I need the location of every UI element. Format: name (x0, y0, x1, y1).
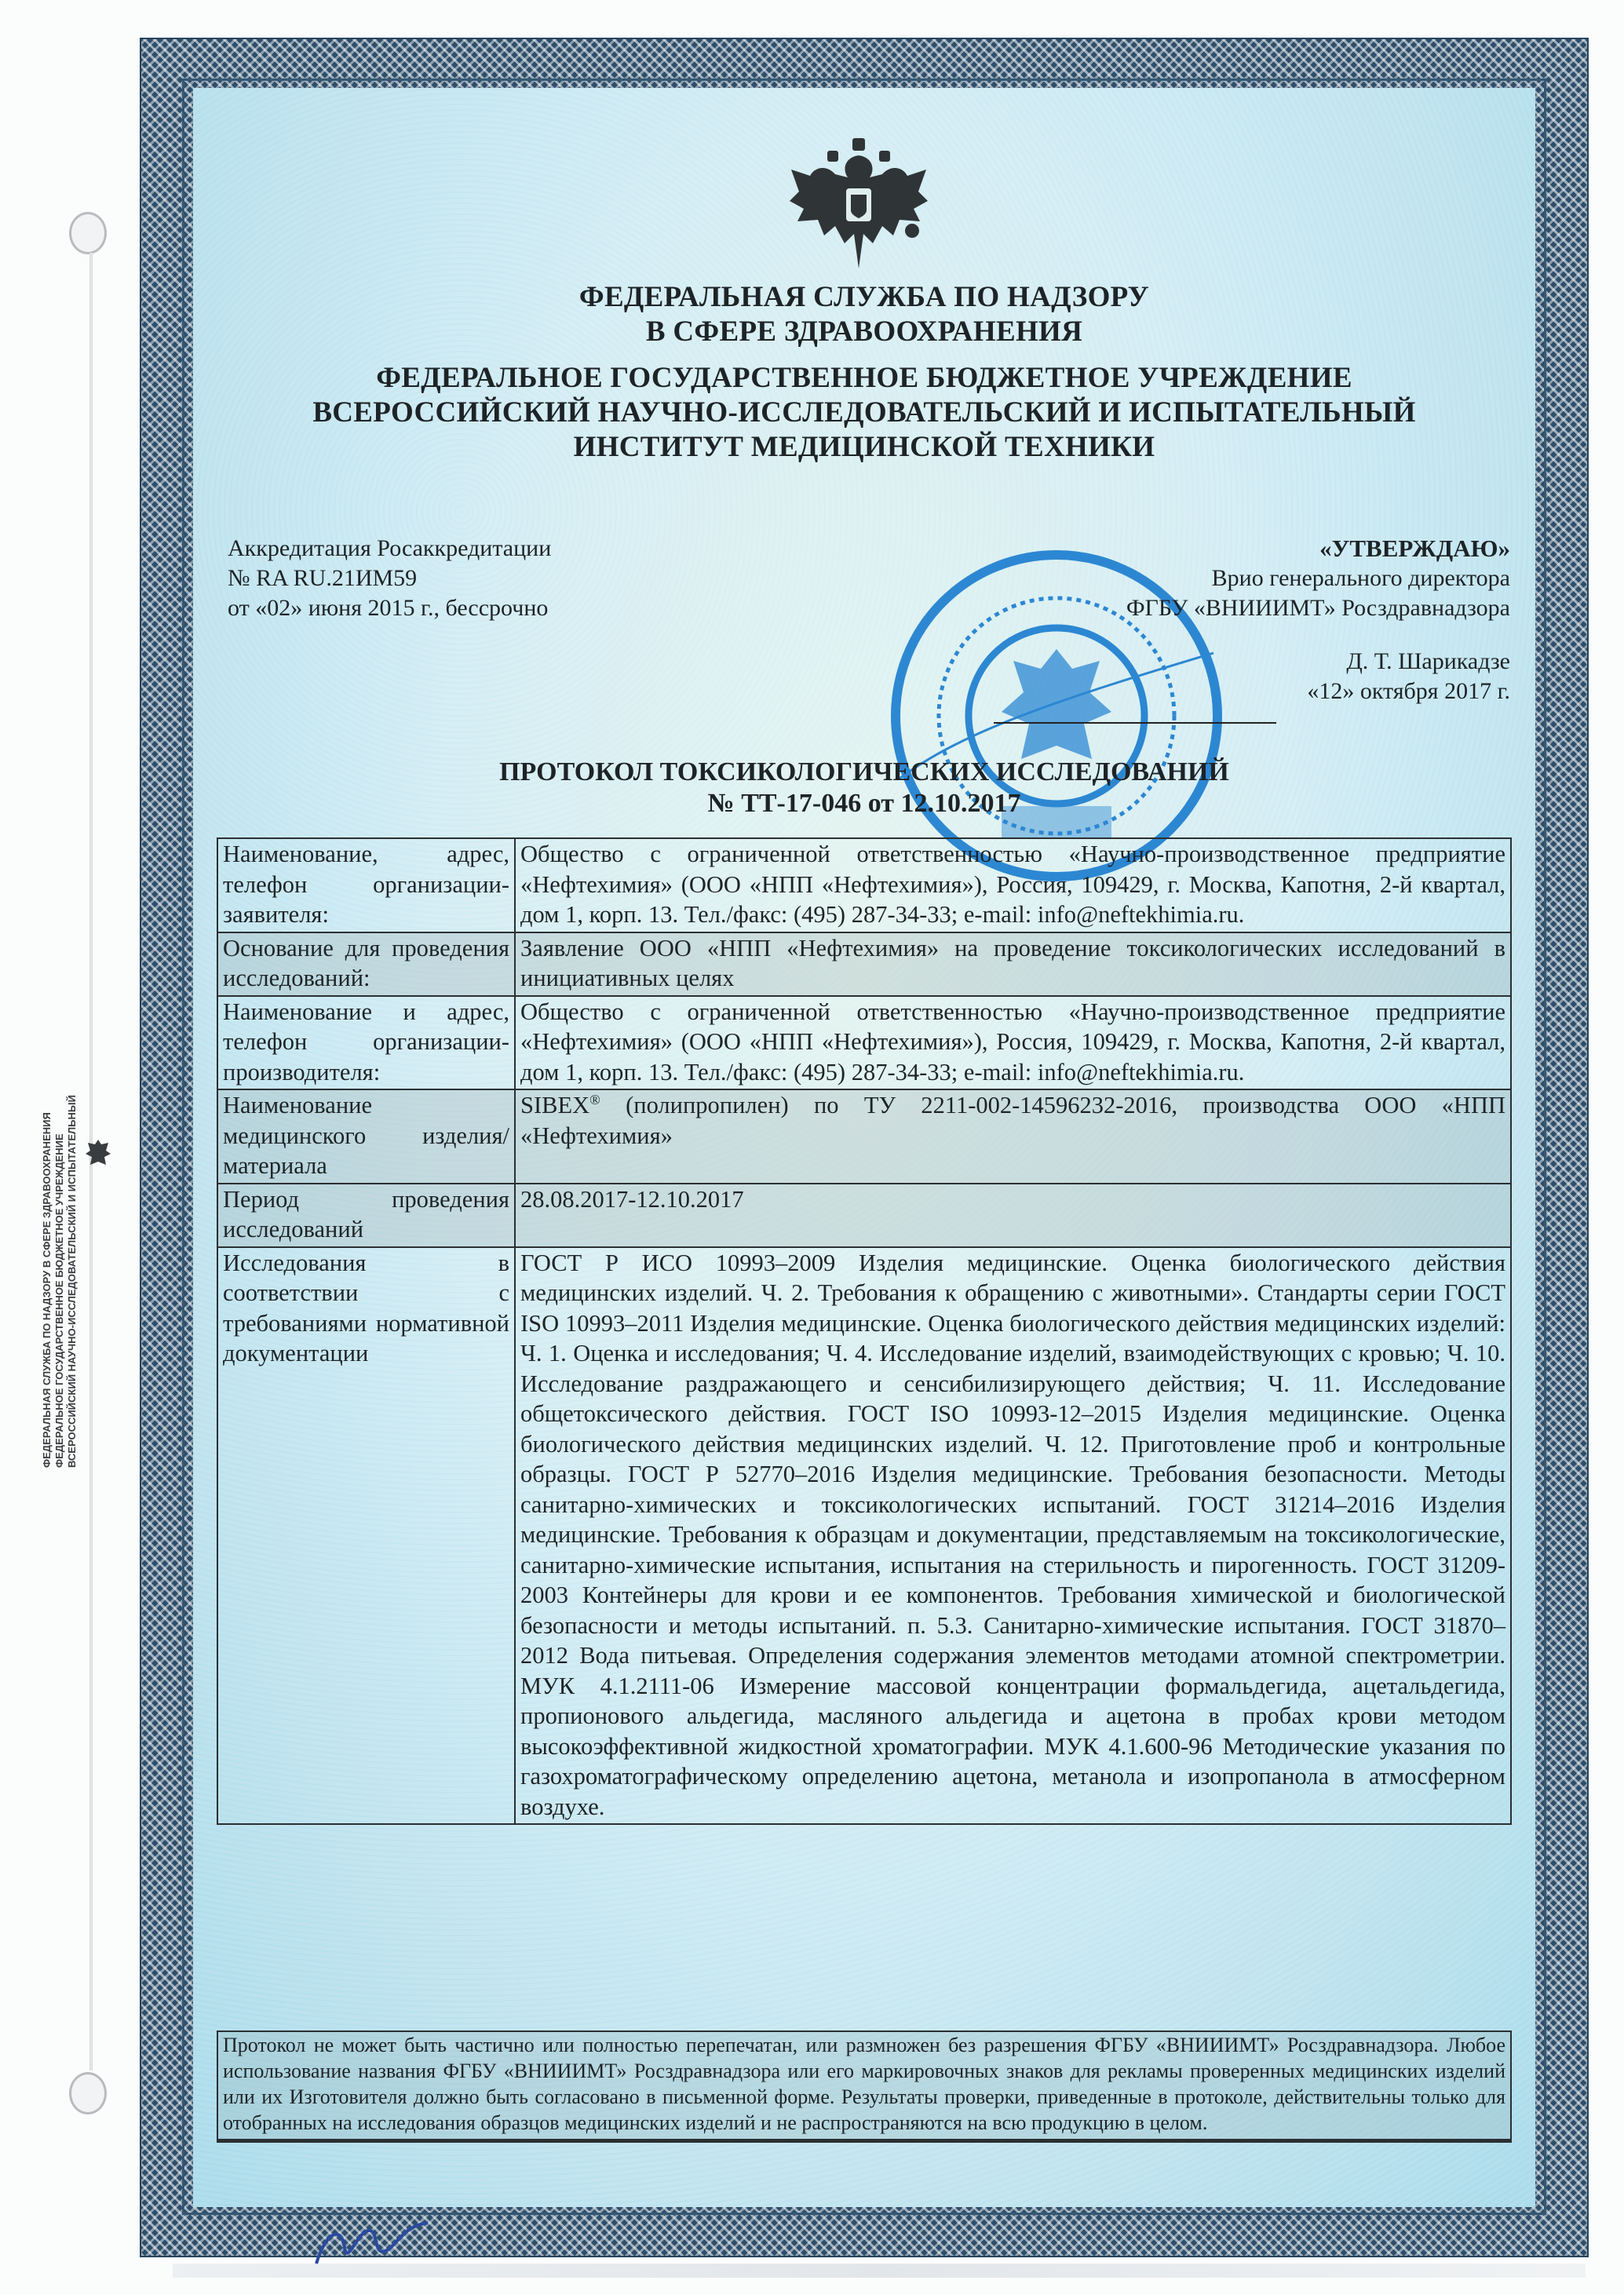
accreditation-date: от «02» июня 2015 г., бессрочно (228, 595, 549, 621)
row-value: Общество с ограниченной ответственностью «Научно-производственное предприятие «Нефтехимия» (ООО «НПП «Нефтехимия»), Россия, 109429, г. Москва, Капотня, 2-й квартал, дом 1, корп. 13. Тел./факс: (495) 287-34-33; e-mail: info@neftekhimia.ru. (515, 996, 1511, 1090)
row-label: Наименование медицинского изделия/материала (217, 1089, 515, 1184)
agency-heading (193, 280, 1535, 349)
row-value: Заявление ООО «НПП «Нефтехимия» на проведение токсикологических исследований в инициативных целях (515, 932, 1511, 996)
row-label: Наименование и адрес, телефон организации-производителя: (217, 996, 515, 1090)
table-row (217, 996, 1511, 1090)
accreditation-line: Аккредитация Росаккредитации (228, 535, 552, 561)
signature-line (994, 722, 1276, 724)
side-seal-line: ВСЕРОССИЙСКИЙ НАУЧНО-ИССЛЕДОВАТЕЛЬСКИЙ И ИСПЫТАТЕЛЬНЫЙ (66, 1095, 78, 1468)
side-eagle-icon (85, 1138, 111, 1168)
table-row (217, 1247, 1511, 1825)
side-seal-line: ФЕДЕРАЛЬНАЯ СЛУЖБА ПО НАДЗОРУ В СФЕРЕ ЗДРАВООХРАНЕНИЯ (41, 1112, 53, 1468)
form-serial-strip (173, 2264, 1586, 2278)
row-label: Исследования в соответствии с требованиями нормативной документации (217, 1247, 515, 1825)
approval-signatory: Д. Т. Шарикадзе (1346, 648, 1510, 674)
document-page (193, 88, 1535, 2207)
agency-heading-line: ФЕДЕРАЛЬНАЯ СЛУЖБА ПО НАДЗОРУ (578, 281, 1150, 313)
binding-hole-bottom (69, 2072, 107, 2114)
row-value: Общество с ограниченной ответственностью «Научно-производственное предприятие «Нефтехимия» (ООО «НПП «Нефтехимия»), Россия, 109429, г. Москва, Капотня, 2-й квартал, дом 1, корп. 13. Тел./факс: (495) 287-34-33; e-mail: info@neftekhimia.ru. (515, 838, 1511, 932)
accreditation-block (228, 534, 551, 623)
row-label: Наименование, адрес, телефон организации-заявителя: (217, 838, 515, 932)
row-label: Период проведения исследований (217, 1184, 515, 1247)
product-description: (полипропилен) по ТУ 2211-002-14596232-2016, производства ООО «НПП «Нефтехимия» (520, 1092, 1505, 1149)
approval-title: «УТВЕРЖДАЮ» (1319, 535, 1510, 562)
side-seal-label (41, 903, 119, 1468)
binding-hole-top (69, 212, 107, 254)
protocol-number: № ТТ-17-046 от 12.10.2017 (707, 789, 1021, 818)
institution-heading-line: ИНСТИТУТ МЕДИЦИНСКОЙ ТЕХНИКИ (573, 431, 1155, 463)
approval-block (1126, 534, 1510, 706)
approval-position-line: ФГБУ «ВНИИИМТ» Росздравнадзора (1126, 595, 1510, 621)
protocol-title-block (193, 757, 1535, 819)
registered-mark: ® (589, 1091, 600, 1107)
approval-date: «12» октября 2017 г. (1307, 678, 1510, 704)
table-row (217, 838, 1511, 932)
institution-heading-line: ФЕДЕРАЛЬНОЕ ГОСУДАРСТВЕННОЕ БЮДЖЕТНОЕ УЧРЕЖДЕНИЕ (376, 362, 1352, 394)
agency-heading-line: В СФЕРЕ ЗДРАВООХРАНЕНИЯ (645, 316, 1083, 348)
product-brand: SIBEX (520, 1092, 590, 1118)
table-row (217, 1089, 1511, 1184)
reproduction-notice: Протокол не может быть частично или полностью перепечатан, или размножен без разрешения ФГБУ «ВНИИИМТ» Росздравнадзора. Любое использование названия ФГБУ «ВНИИИМТ» Росздравнадзора или его маркировочных знаков для рекламы проверенных медицинских изделий или их Изготовителя должно быть согласовано в письменной форме. Результаты проверки, приведенные в протоколе, действительны только для отобранных на исследования образцов медицинских изделий и не распространяются на всю продукцию в целом. (217, 2030, 1512, 2143)
institution-heading (193, 361, 1535, 465)
table-row (217, 1184, 1511, 1247)
row-value (515, 1089, 1511, 1184)
approval-position-line: Врио генерального директора (1211, 565, 1510, 591)
table-row (217, 932, 1511, 996)
row-value: ГОСТ Р ИСО 10993–2009 Изделия медицинские. Оценка биологического действия медицинских изделий. Ч. 2. Требования к обращению с животными». Стандарты серии ГОСТ ISO 10993–2011 Изделия медицинские. Оценка биологического действия медицинских изделий: Ч. 1. Оценка и исследования; Ч. 4. Исследование изделий, взаимодействующих с кровью; Ч. 10. Исследование раздражающего и сенсибилизирующего действия; Ч. 11. Исследование общетоксического действия. ГОСТ ISO 10993-12–2015 Изделия медицинские. Оценка биологического действия медицинских изделий. Ч. 12. Приготовление проб и контрольные образцы. ГОСТ Р 52770–2016 Изделия медицинские. Требования безопасности. Методы санитарно-химических и токсикологических испытаний. ГОСТ 31214–2016 Изделия медицинские. Требования к образцам и документации, представляемым на токсикологические, санитарно-химические испытания, испытания на стерильность и пирогенность. ГОСТ 31209-2003 Контейнеры для крови и ее компонентов. Требования химической и биологической безопасности и методы испытаний. п. 5.3. Санитарно-химические испытания. ГОСТ 31870–2012 Вода питьевая. Определения содержания элементов методами атомной спектрометрии. МУК 4.1.2111-06 Измерение массовой концентрации формальдегида, ацетальдегида, пропионового альдегида, масляного альдегида и ацетона в пробах крови методом высокоэффективной жидкостной хроматографии. МУК 4.1.600-96 Методические указания по газохроматографическому определению ацетона, метанола и изопропанола в атмосферном воздухе. (515, 1247, 1511, 1825)
side-seal-line: ФЕДЕРАЛЬНОЕ ГОСУДАРСТВЕННОЕ БЮДЖЕТНОЕ УЧРЕЖДЕНИЕ (53, 1133, 65, 1468)
double-headed-eagle-icon (780, 133, 937, 275)
protocol-title: ПРОТОКОЛ ТОКСИКОЛОГИЧЕСКИХ ИССЛЕДОВАНИЙ (499, 757, 1229, 786)
institution-heading-line: ВСЕРОССИЙСКИЙ НАУЧНО-ИССЛЕДОВАТЕЛЬСКИЙ И ИСПЫТАТЕЛЬНЫЙ (312, 396, 1416, 429)
row-label: Основание для проведения исследований: (217, 932, 515, 996)
accreditation-number: № RA RU.21ИМ59 (228, 565, 418, 591)
protocol-info-table (217, 837, 1512, 1825)
row-value: 28.08.2017-12.10.2017 (515, 1184, 1511, 1247)
